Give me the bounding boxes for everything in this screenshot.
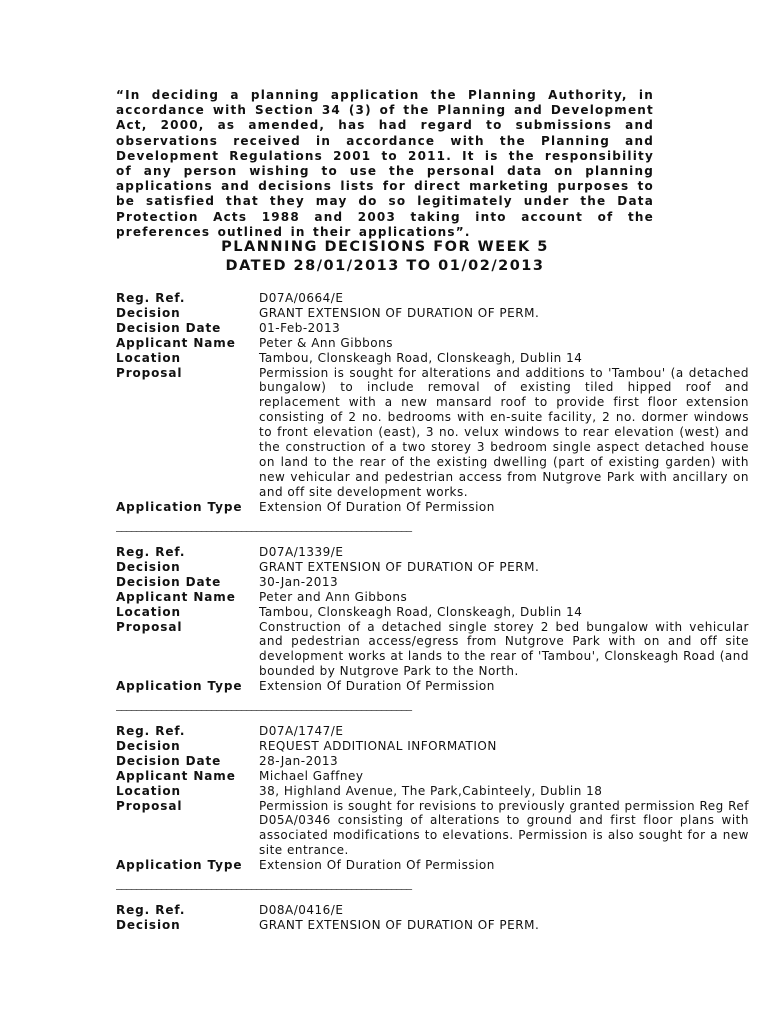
record-separator: ___________________________________________________________ <box>116 697 411 712</box>
reg-ref-label: Reg. Ref. <box>116 545 186 559</box>
applicant-name-value: Peter & Ann Gibbons <box>259 335 393 350</box>
proposal-label: Proposal <box>116 798 183 813</box>
application-type-label: Application Type <box>116 499 243 514</box>
application-type-value: Extension Of Duration Of Permission <box>259 499 495 514</box>
decision-value: REQUEST ADDITIONAL INFORMATION <box>259 738 497 753</box>
application-type-value: Extension Of Duration Of Permission <box>259 858 495 873</box>
proposal-value: Permission is sought for revisions to previously granted permission Reg Ref D05A/0346 consisting of alterations to ground and first floor plans with associated modifications to elevations. Permission is also sought for a new site entrance. <box>259 798 749 858</box>
proposal-label: Proposal <box>116 619 183 634</box>
reg-ref-value: D07A/0664/E <box>259 291 344 305</box>
decision-date-label: Decision Date <box>116 753 222 768</box>
decision-label: Decision <box>116 917 181 932</box>
reg-ref-value: D07A/1747/E <box>259 724 344 738</box>
reg-ref-label: Reg. Ref. <box>116 724 186 738</box>
page-title: PLANNING DECISIONS FOR WEEK 5 <box>221 239 549 255</box>
reg-ref-value: D08A/0416/E <box>259 903 344 917</box>
date-range-heading: DATED 28/01/2013 TO 01/02/2013 <box>225 258 545 274</box>
location-value: 38, Highland Avenue, The Park,Cabinteely, Dublin 18 <box>259 783 603 798</box>
application-type-value: Extension Of Duration Of Permission <box>259 679 495 694</box>
location-value: Tambou, Clonskeagh Road, Clonskeagh, Dublin 14 <box>259 350 583 365</box>
proposal-label: Proposal <box>116 365 183 380</box>
decision-value: GRANT EXTENSION OF DURATION OF PERM. <box>259 305 540 320</box>
application-type-label: Application Type <box>116 679 243 694</box>
decision-value: GRANT EXTENSION OF DURATION OF PERM. <box>259 917 540 932</box>
reg-ref-label: Reg. Ref. <box>116 291 186 305</box>
reg-ref-value: D07A/1339/E <box>259 545 344 559</box>
record-separator: ___________________________________________________________ <box>116 876 411 891</box>
proposal-value: Construction of a detached single storey 2 bed bungalow with vehicular and pedestrian access/egress from Nutgrove Park with on and off site development works at lands to the rear of 'Tambou', Clonskeagh Road (and bounded by Nutgrove Park to the North. <box>259 619 749 679</box>
decision-date-label: Decision Date <box>116 320 222 335</box>
record-separator: ___________________________________________________________ <box>116 517 411 532</box>
decision-date-label: Decision Date <box>116 574 222 589</box>
applicant-name-label: Applicant Name <box>116 335 236 350</box>
location-label: Location <box>116 604 181 619</box>
decision-record <box>116 291 756 532</box>
location-value: Tambou, Clonskeagh Road, Clonskeagh, Dublin 14 <box>259 604 583 619</box>
location-label: Location <box>116 783 181 798</box>
applicant-name-value: Michael Gaffney <box>259 768 364 783</box>
decision-record <box>116 545 756 711</box>
application-type-label: Application Type <box>116 858 243 873</box>
applicant-name-label: Applicant Name <box>116 589 236 604</box>
proposal-value: Permission is sought for alterations and additions to 'Tambou' (a detached bungalow) to include removal of existing tiled hipped roof and replacement with a new mansard roof to provide first floor extension consisting of 2 no. bedrooms with en-suite facility, 2 no. dormer windows to front elevation (east), 3 no. velux windows to rear elevation (west) and the construction of a two storey 3 bedroom single aspect detached house on land to the rear of the existing dwelling (part of existing garden) with new vehicular and pedestrian access from Nutgrove Park with ancillary on and off site development works. <box>259 365 749 499</box>
decision-date-value: 01-Feb-2013 <box>259 320 341 335</box>
reg-ref-label: Reg. Ref. <box>116 903 186 917</box>
decision-label: Decision <box>116 305 181 320</box>
location-label: Location <box>116 350 181 365</box>
data-protection-notice: “In deciding a planning application the Planning Authority, in accordance with Section 34 (3) of the Planning and Development Act, 2000, as amended, has had regard to submissions and observations received in accordance with the Planning and Development Regulations 2001 to 2011. It is the responsibility of any person wishing to use the personal data on planning applications and decisions lists for direct marketing purposes to be satisfied that they may do so legitimately under the Data Protection Acts 1988 and 2003 taking into account of the preferences outlined in their applications”. <box>116 88 654 239</box>
decision-date-value: 28-Jan-2013 <box>259 753 339 768</box>
decision-date-value: 30-Jan-2013 <box>259 574 339 589</box>
decision-label: Decision <box>116 738 181 753</box>
applicant-name-value: Peter and Ann Gibbons <box>259 589 408 604</box>
decision-value: GRANT EXTENSION OF DURATION OF PERM. <box>259 559 540 574</box>
decision-record <box>116 724 756 890</box>
decision-label: Decision <box>116 559 181 574</box>
applicant-name-label: Applicant Name <box>116 768 236 783</box>
decision-record <box>116 903 756 933</box>
